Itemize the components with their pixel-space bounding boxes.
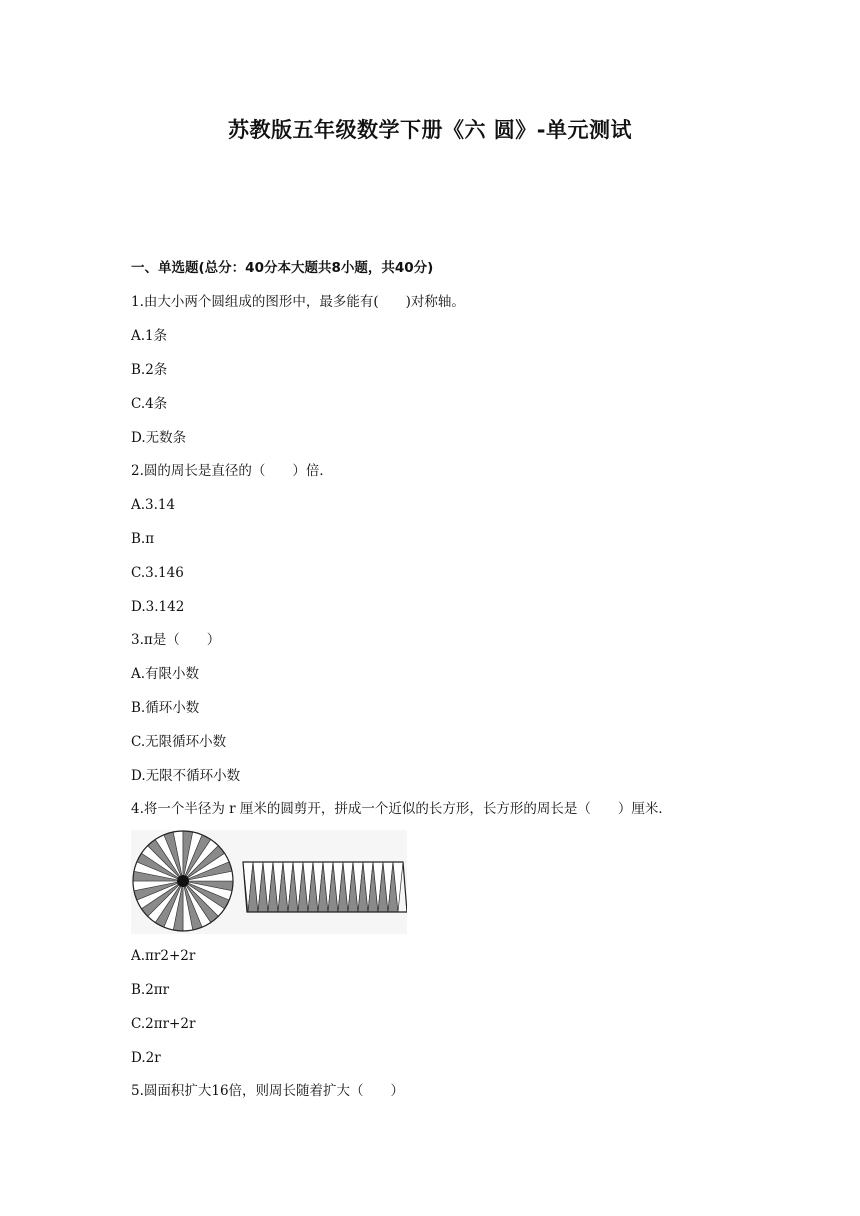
- question-1-stem: 1.由大小两个圆组成的图形中，最多能有( )对称轴。: [131, 294, 465, 310]
- circle-rearrangement-figure: [131, 830, 407, 934]
- question-4-stem: 4.将一个半径为 r 厘米的圆剪开，拼成一个近似的长方形，长方形的周长是（ ）厘米．: [131, 801, 672, 817]
- question-4-option-b: B.2πr: [131, 982, 170, 998]
- question-4-option-c: C.2πr+2r: [131, 1016, 196, 1032]
- rearranged-rectangle: [243, 862, 407, 912]
- question-3-stem: 3.π是（ ）: [131, 632, 221, 648]
- question-1-option-b: B.2条: [131, 362, 168, 378]
- question-1-option-d: D.无数条: [131, 430, 187, 446]
- question-2-option-a: A.3.14: [131, 497, 176, 513]
- document-title: 苏教版五年级数学下册《六 圆》-单元测试: [227, 118, 633, 142]
- question-3-option-a: A.有限小数: [131, 666, 200, 682]
- question-2-option-b: B.π: [131, 531, 155, 547]
- question-4-option-a: A.πr2+2r: [131, 948, 196, 964]
- question-5-stem: 5.圆面积扩大16倍，则周长随着扩大（ ）: [131, 1083, 405, 1099]
- question-3-option-c: C.无限循环小数: [131, 734, 227, 750]
- question-2-stem: 2.圆的周长是直径的（ ）倍．: [131, 463, 333, 479]
- question-3-option-d: D.无限不循环小数: [131, 768, 241, 784]
- circle-center: [177, 875, 189, 887]
- question-3-option-b: B.循环小数: [131, 700, 200, 716]
- question-2-option-c: C.3.146: [131, 565, 184, 581]
- question-1-option-c: C.4条: [131, 396, 168, 412]
- circle-rearrangement-diagram: [131, 830, 407, 934]
- sectored-circle: [133, 831, 233, 931]
- question-1-option-a: A.1条: [131, 328, 168, 344]
- question-4-option-d: D.2r: [131, 1050, 161, 1066]
- question-2-option-d: D.3.142: [131, 599, 185, 615]
- section-heading: 一、单选题(总分：40分本大题共8小题，共40分): [131, 260, 434, 276]
